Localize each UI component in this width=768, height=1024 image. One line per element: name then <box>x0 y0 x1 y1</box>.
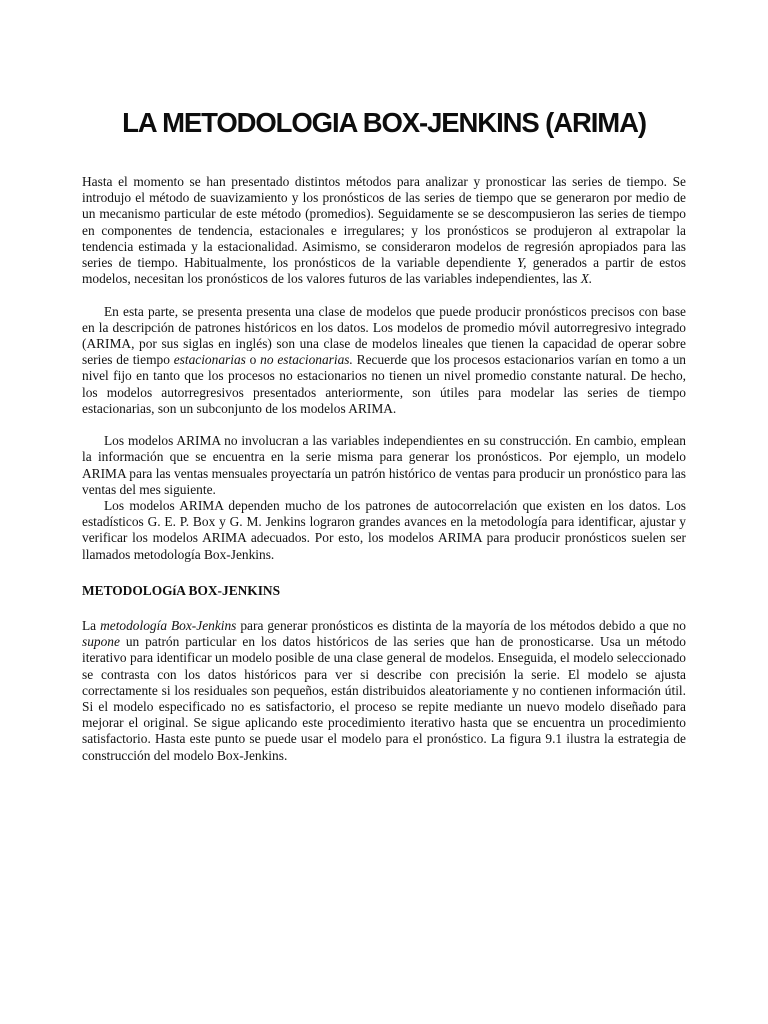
document-title: LA METODOLOGIA BOX-JENKINS (ARIMA) <box>122 107 646 138</box>
paragraph-arima-independent: Los modelos ARIMA no involucran a las variables independientes en su construcción. En cambio, emplean la información que se encuentra en la serie misma para generar los pronósticos. Por ejemplo, un modelo ARIMA para las ventas mensuales proyectaría un patrón histórico de ventas para producir un pronóstico para las ventas del mes siguiente. <box>82 433 686 497</box>
paragraph-methodology-text-a: La <box>82 618 101 634</box>
variable-y: Y, <box>516 255 527 271</box>
variable-x: X. <box>580 271 593 287</box>
term-estacionarias: estacionarias <box>173 352 246 368</box>
paragraph-arima-intro-text-a: En esta parte, se presenta presenta una clase de modelos que puede producir pronósticos precisos con base en la descripción de patrones históricos en los datos. Los modelos de promedio móvil autorregresivo integrado (ARIMA, por sus siglas en inglés) son una clase de modelos lineales que tienen la capacidad de operar sobre series de tiempo <box>82 303 686 368</box>
paragraph-intro-text-b: generados a partir de estos modelos, necesitan los pronósticos de los valores futuros de las variables independientes, las <box>82 255 686 287</box>
term-metodologia-box-jenkins: metodología Box-Jenkins <box>100 618 237 634</box>
paragraph-arima-intro-text-c: Recuerde que los procesos estacionarios varían en tomo a un nivel fijo en tanto que los procesos no estacionarios no tienen un nivel promedio constante natural. De hecho, los modelos autorregresivos presentados anteriormente, son útiles para modelar las series de tiempo estacionarias, son un subconjunto de los modelos ARIMA. <box>82 352 686 416</box>
section-heading: METODOLOGíA BOX-JENKINS <box>82 582 281 598</box>
document-body <box>82 174 686 764</box>
paragraph-intro-text-a: Hasta el momento se han presentado distintos métodos para analizar y pronosticar las series de tiempo. Se introdujo el método de suavizamiento y los pronósticos de las series de tiempo que se generaron por medio de un mecanismo particular de este método (promedios). Seguidamente se se descompusieron las series de tiempo en componentes de tendencia, estacionales e irregulares; y los pronósticos se produjeron al extrapolar la tendencia estimada y la estacionalidad. Asimismo, se consideraron modelos de regresión apropiados para las series de tiempo. Habitualmente, los pronósticos de la variable dependiente <box>82 174 686 271</box>
paragraph-methodology <box>82 618 686 764</box>
term-supone: supone <box>82 634 120 650</box>
paragraph-arima-intro <box>82 304 686 417</box>
paragraph-methodology-text-b: para generar pronósticos es distinta de la mayoría de los métodos debido a que no <box>236 618 686 634</box>
term-no-estacionarias: no estacionarias. <box>260 352 353 368</box>
paragraph-autocorrelation: Los modelos ARIMA dependen mucho de los patrones de autocorrelación que existen en los datos. Los estadísticos G. E. P. Box y G. M. Jenkins lograron grandes avances en la metodología para identificar, ajustar y verificar los modelos ARIMA adecuados. Por esto, los modelos ARIMA para producir pronósticos suelen ser llamados metodología Box-Jenkins. <box>82 498 686 562</box>
paragraph-arima-intro-text-b: o <box>245 352 261 368</box>
paragraph-intro <box>82 174 686 287</box>
paragraph-methodology-text-c: un patrón particular en los datos históricos de las series que han de pronosticarse. Usa un método iterativo para identificar un modelo posible de una clase general de modelos. Enseguida, el modelo seleccionado se contrasta con los datos históricos para ver si describe con precisión la serie. El modelo se ajusta correctamente si los residuales son pequeños, están distribuidos aleatoriamente y no contienen información útil. Si el modelo especificado no es satisfactorio, el proceso se repite mediante un nuevo modelo diseñado para mejorar el original. Se sigue aplicando este procedimiento iterativo hasta que se encuentra un procedimiento satisfactorio. Hasta este punto se puede usar el modelo para el pronóstico. La figura 9.1 ilustra la estrategia de construcción del modelo Box-Jenkins. <box>82 634 686 763</box>
